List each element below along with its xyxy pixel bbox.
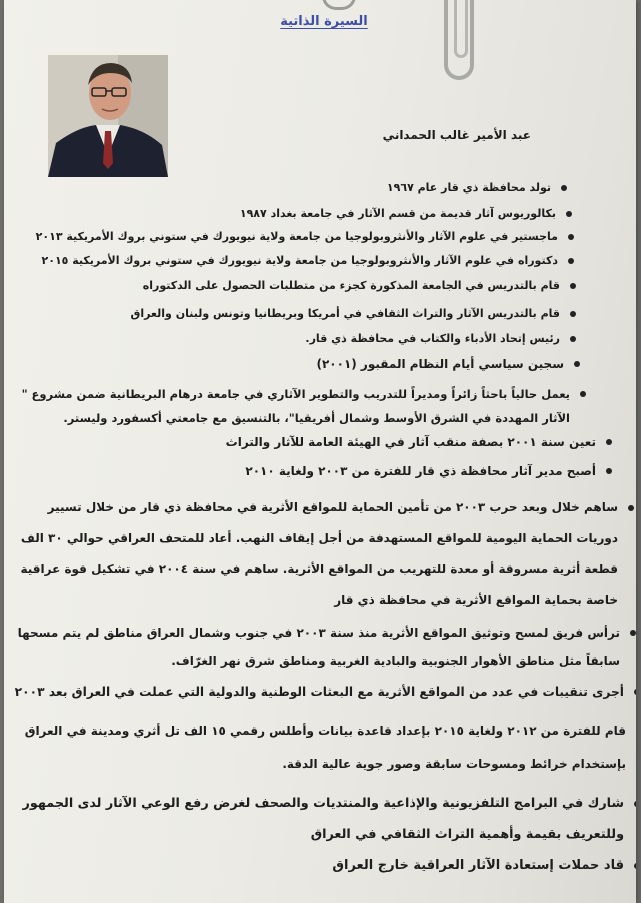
bullet-icon <box>574 361 580 367</box>
cv-item <box>226 434 596 450</box>
cv-item-line: بإستخدام خرائط ومسوحات سابقة وصور جوية عالية الدقة. <box>282 757 626 771</box>
page-heading: السيرة الذاتية <box>280 14 368 29</box>
bullet-icon <box>634 689 636 695</box>
bullet-icon <box>634 801 636 807</box>
cv-item-line: شارك في البرامج التلفزيونية والإذاعية والمنتديات والصحف لغرض رفع الوعي الآثار لدى الجمهور <box>22 796 624 811</box>
bullet-icon <box>570 336 576 342</box>
cv-item-line: سجين سياسي أيام النظام المقبور (٢٠٠١) <box>316 357 564 371</box>
profile-photo <box>48 55 168 177</box>
bullet-icon <box>568 234 574 240</box>
cv-item <box>316 356 564 372</box>
cv-item-line: قطعة أثرية مسروقة أو معدة للتهريب من المواقع الأثرية. ساهم في سنة ٢٠٠٤ في تشكيل قوة عراقية <box>20 562 618 576</box>
paper-clip-top <box>322 0 356 10</box>
cv-item-line: رئيس إتحاد الأدباء والكتاب في محافظة ذي قار. <box>305 332 560 345</box>
cv-item-line: وللتعريف بقيمة وأهمية التراث الثقافي في العراق <box>310 827 624 842</box>
cv-item <box>305 331 560 347</box>
cv-item-line: أجرى تنقيبات في عدد من المواقع الأثرية مع البعثات الوطنية والدولية التي عملت في العراق بعد ٢٠٠٣ <box>14 685 624 699</box>
bullet-icon <box>580 391 586 397</box>
cv-item-line: خاصة بحماية المواقع الأثرية في محافظة ذي قار <box>334 593 618 607</box>
bullet-icon <box>570 311 576 317</box>
cv-item <box>387 180 551 196</box>
cv-item-line: قام بالتدريس الآثار والتراث الثقافي في أمريكا وبريطانيا وتونس ولبنان والعراق <box>130 307 560 320</box>
cv-item-line: أصبح مدير آثار محافظة ذي قار للفترة من ٢٠٠٣ ولغاية ٢٠١٠ <box>245 464 596 478</box>
cv-item-line: يعمل حالياً باحثاً زائراً ومديراً للتدريب والتطوير الآثاري في جامعة درهام البريطانية ضمن مشروع " <box>21 387 570 401</box>
bullet-icon <box>606 468 612 474</box>
cv-item-line: بكالوريوس آثار قديمة من قسم الآثار في جامعة بغداد ١٩٨٧ <box>239 207 556 220</box>
cv-item <box>42 253 558 269</box>
cv-item <box>23 788 624 850</box>
cv-item-line: ساهم خلال وبعد حرب ٢٠٠٣ من تأمين الحماية للمواقع الأثرية في محافظة ذي قار من خلال تسيير <box>47 500 618 514</box>
cv-item <box>36 229 558 245</box>
bullet-icon <box>561 185 567 191</box>
cv-item <box>332 858 624 874</box>
paper-clip-inner <box>454 0 468 58</box>
cv-item-line: ماجستير في علوم الآثار والأنثروبولوجيا من جامعة ولاية نيويورك في ستوني بروك الأمريكية ٢٠١٣ <box>35 230 558 243</box>
cv-item <box>15 684 624 700</box>
bullet-icon <box>606 439 612 445</box>
person-name: عبد الأمير غالب الحمداني <box>382 128 531 142</box>
cv-item-line: دكتوراه في علوم الآثار والأنثروبولوجيا من جامعة ولاية نيويورك في ستوني بروك الأمريكية ٢٠١٥ <box>41 254 558 267</box>
cv-item <box>25 715 626 781</box>
bullet-icon <box>634 863 636 869</box>
cv-item <box>130 306 560 322</box>
cv-item-line: الآثار المهددة في الشرق الأوسط وشمال أفريقيا"، بالتنسيق مع جامعتي أكسفورد وليستر. <box>63 411 570 425</box>
cv-item-line: دوريات الحماية اليومية للمواقع المستهدفة من أجل إيقاف النهب. أعاد للمتحف العراقي حوالي ٣٠ الف <box>20 531 618 545</box>
cv-page <box>4 0 636 903</box>
cv-item-line: تعين سنة ٢٠٠١ بصفة منقب آثار في الهيئة العامة للآثار والتراث <box>225 435 596 449</box>
cv-item-line: قام بالتدريس في الجامعة المذكورة كجزء من متطلبات الحصول على الدكتوراه <box>142 279 560 292</box>
cv-item <box>240 206 556 222</box>
cv-item <box>18 619 620 675</box>
cv-item-line: تولد محافظة ذي قار عام ١٩٦٧ <box>386 181 551 194</box>
bullet-icon <box>630 630 636 636</box>
bullet-icon <box>628 505 634 511</box>
cv-item <box>22 382 570 430</box>
cv-item-line: ترأس فريق لمسح وتوثيق المواقع الأثرية منذ سنة ٢٠٠٣ في جنوب وشمال العراق مناطق لم يتم مسحها <box>17 626 620 640</box>
cv-item <box>143 278 560 294</box>
cv-item-line: سابقاً مثل مناطق الأهوار الجنوبية والبادية الغربية ومناطق شرق نهر الغرّاف. <box>171 654 620 668</box>
bullet-icon <box>570 283 576 289</box>
bullet-icon <box>566 211 572 217</box>
cv-item <box>20 492 618 616</box>
cv-item <box>245 463 596 479</box>
cv-item-line: قاد حملات إستعادة الآثار العراقية خارج العراق <box>332 858 624 873</box>
cv-item-line: قام للفترة من ٢٠١٢ ولغاية ٢٠١٥ بإعداد قاعدة بيانات وأطلس رقمي ١٥ الف تل أثري ومدينة في العراق <box>24 724 626 738</box>
bullet-icon <box>568 258 574 264</box>
